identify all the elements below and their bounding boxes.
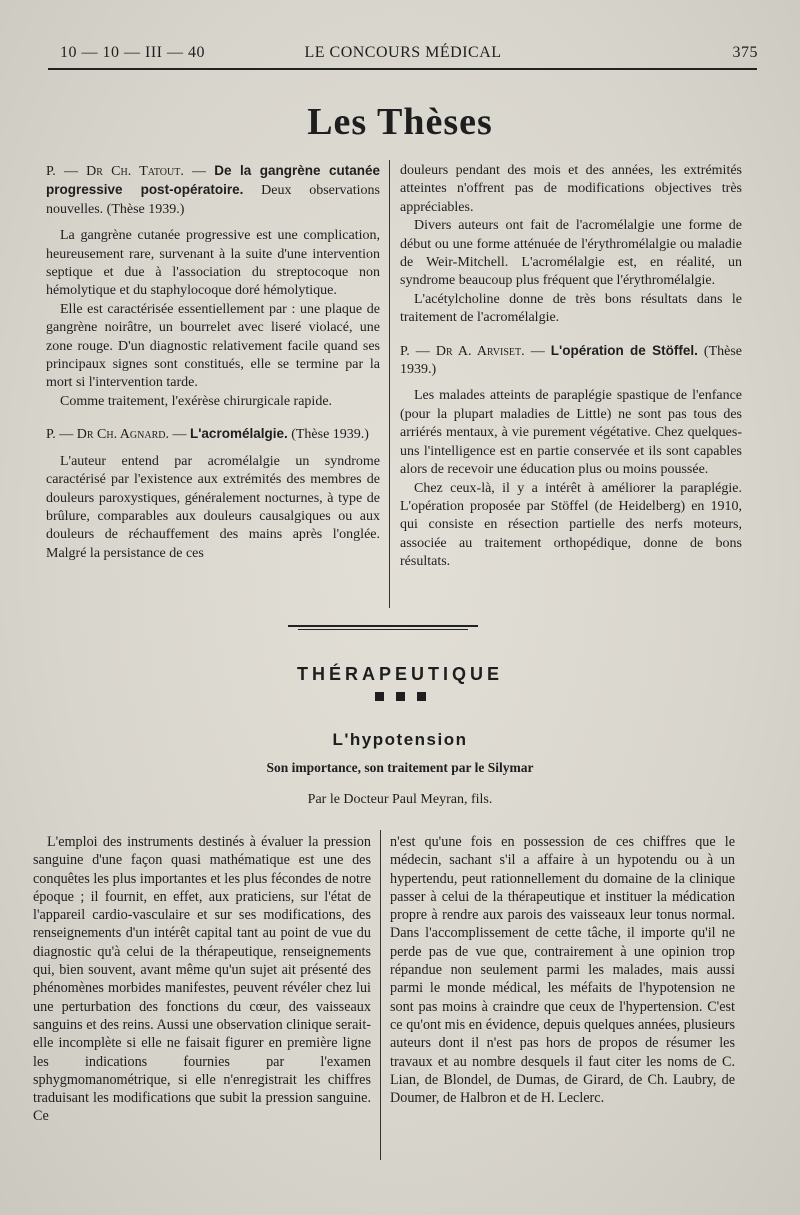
header-page-number: 375	[732, 44, 758, 61]
paragraph: Les malades atteints de paraplégie spastique de l'enfance (pour la plupart maladies de Little) ne sont pas tous des arriérés mentaux, à vie purement végétative. Chez quelques-uns l'intelligence est en partie conservée et ils sont capables alors de recevoir une éducation plus ou moins poussée.	[400, 388, 742, 478]
square-ornament	[0, 690, 800, 706]
article-subtitle: Son importance, son traitement par le Silymar	[266, 760, 534, 775]
square-icon	[375, 692, 384, 701]
column-divider-top	[389, 160, 390, 608]
square-icon	[417, 692, 426, 701]
column-divider-bottom	[380, 830, 381, 1160]
thesis-note: (Thèse 1939.)	[291, 427, 369, 443]
article-left-column	[33, 833, 371, 1126]
rubric-heading: THÉRAPEUTIQUE	[296, 664, 503, 684]
thesis-note: (Thèse 1939.)	[400, 343, 743, 378]
paragraph: Elle est caractérisée essentiellement par : une plaque de gangrène noirâtre, un bourrelet avec liseré violacé, une zone rouge. D'un diagnostic relativement facile quand ses principaux signes sont constitués, elle se termine par la mort si l'intervention tarde.	[46, 301, 380, 391]
paragraph: douleurs pendant des mois et des années, les extrémités atteintes n'offrent pas de modifications objectives très appréciables.	[400, 163, 742, 215]
thesis-note: Deux observations nouvelles. (Thèse 1939.)	[46, 183, 380, 217]
paragraph: L'emploi des instruments destinés à évaluer la pression sanguine d'une façon quasi mathématique est une des conquêtes les plus importantes et les plus fécondes de notre époque ; il fournit, en effet, aux praticiens, sur l'état de l'appareil cardio-vasculaire et sur ses modifications, des renseignements d'un intérêt capital tant au point de vue du diagnostic qu'à celui de la thérapeutique, renseignements qui, bien souvent, avant même qu'un sujet ait présenté des phénomènes morbides manifestes, peuvent révéler chez lui une perturbation des fonctions du cœur, des vaisseaux sanguins et des reins. Aussi une observation clinique serait-elle incomplète si elle ne faisait figurer en première ligne les indications fournies par l'examen sphygmomanométrique, si elle n'enregistrait les chiffres traduisant les modifications que subit la pression sanguine. Ce	[33, 834, 371, 1125]
section-title: Les Thèses	[307, 101, 493, 143]
thesis-entry-tatout	[46, 162, 380, 219]
separator-line	[288, 625, 478, 627]
thesis-title: L'acromélalgie.	[189, 426, 288, 442]
theses-left-column	[46, 162, 380, 563]
theses-right-column	[400, 162, 742, 572]
paragraph: L'acétylcholine donne de très bons résultats dans le traitement de l'acromélalgie.	[400, 291, 742, 326]
paragraph: Comme traitement, l'exérèse chirurgicale rapide.	[60, 393, 333, 409]
thesis-entry-arviset	[400, 342, 742, 380]
section-separator	[288, 625, 478, 631]
header-journal-name: LE CONCOURS MÉDICAL	[304, 44, 502, 61]
paragraph: n'est qu'une fois en possession de ces chiffres que le médecin, sachant s'il a affaire à un hypotendu ou à un hypertendu, peut rationnellement du domaine de la clinique passer à celui de la thérapeutique et instituer la médication propre à rendre aux parois des vaisseaux leur tonus normal. Dans l'accomplissement de cette tâche, il importe qu'il ne perde pas de vue que, contrairement à une opinion trop répandue non seulement parmi les malades, mais aussi parmi le monde médical, les méfaits de l'hypotension ne sont pas moins à craindre que ceux de l'hypertension. C'est ce qu'ont mis en évidence, depuis quelques années, plusieurs auteurs dont il n'est pas hors de propos de résumer les travaux et au nombre desquels il faut citer les noms de C. Lian, de Blondel, de Dumas, de Girard, de Ch. Laubry, de Doumer, de Halbron et de H. Leclerc.	[390, 834, 735, 1107]
article-byline: Par le Docteur Paul Meyran, fils.	[307, 792, 493, 807]
separator-line	[298, 629, 468, 630]
paragraph: L'auteur entend par acromélalgie un syndrome caractérisé par l'existence aux extrémités des membres de douleurs paroxystiques, généralement nocturnes, à type de brûlure, comparables aux douleurs causalgiques ou aux douleurs de réchauffement des mains après l'onglée. Malgré la persistance de ces	[46, 453, 380, 561]
header-date: 10 — 10 — III — 40	[60, 44, 205, 61]
square-icon	[396, 692, 405, 701]
paragraph: La gangrène cutanée progressive est une complication, heureusement rare, survenant à la suite d'une intervention septique et due à l'association du streptocoque non hémolytique et du staphylocoque doré hémolytique.	[46, 228, 380, 299]
article-right-column	[390, 833, 735, 1107]
thesis-entry-agnard	[46, 425, 380, 444]
running-header	[48, 44, 758, 66]
thesis-author: P. — Dr Ch. Tatout. —	[46, 164, 207, 179]
header-rule	[48, 68, 757, 70]
thesis-author: P. — Dr A. Arviset. —	[400, 343, 545, 359]
thesis-title: L'opération de Stöffel.	[550, 342, 698, 358]
article-title: L'hypotension	[332, 730, 468, 749]
thesis-title: De la gangrène cutanée progressive post-opératoire.	[46, 163, 380, 198]
thesis-author: P. — Dr Ch. Agnard. —	[46, 427, 187, 443]
paragraph: Chez ceux-là, il y a intérêt à améliorer la paraplégie. L'opération proposée par Stöffel (de Heidelberg) en 1910, qui consiste en résection partielle des nerfs moteurs, associée au traitement orthopédique, donne de bons résultats.	[400, 480, 742, 570]
paragraph: Divers auteurs ont fait de l'acromélalgie une forme de début ou une forme atténuée de l'érythromélalgie ou maladie de Weir-Mitchell. L'acromélalgie est, en réalité, un syndrome beaucoup plus fréquent que l'érythromélalgie.	[400, 218, 742, 289]
